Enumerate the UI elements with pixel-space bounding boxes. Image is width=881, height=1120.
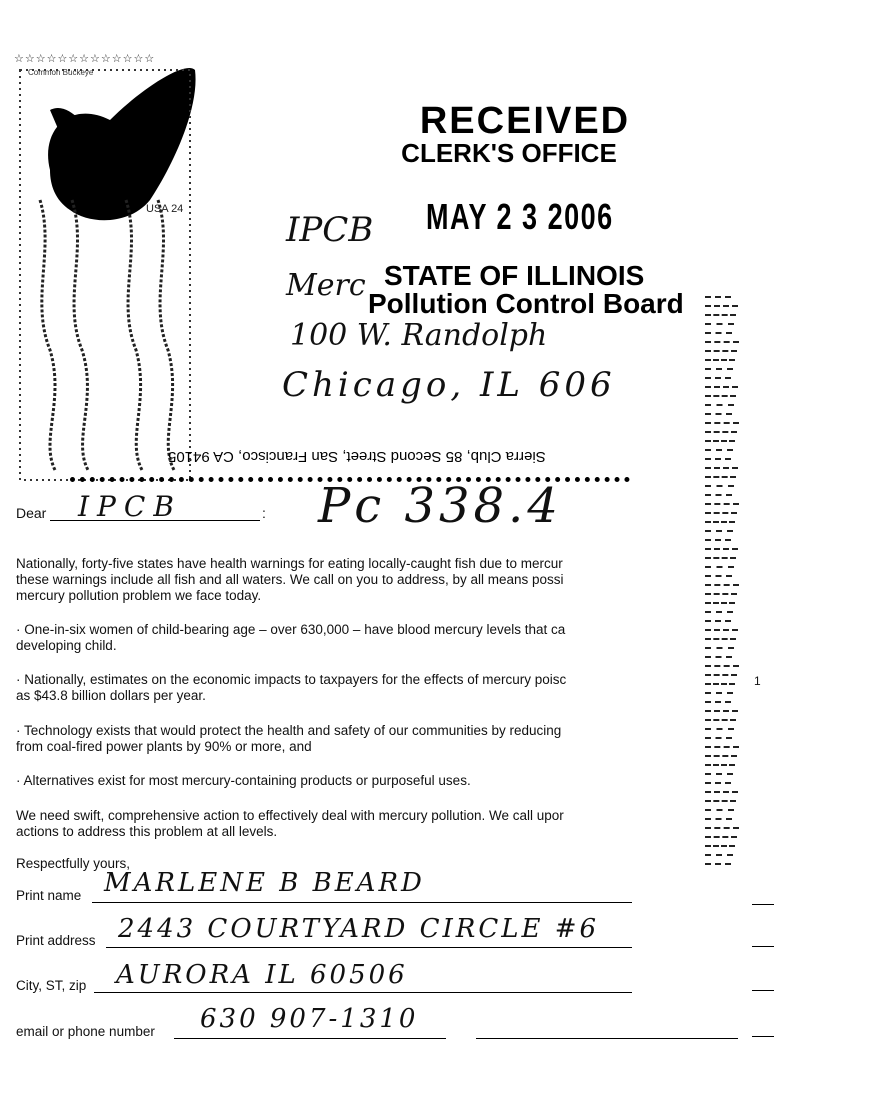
handwritten-address-line3: 100 W. Randolph xyxy=(290,318,548,353)
tick-row xyxy=(705,800,736,802)
docket-number: Pc 338.4 xyxy=(318,478,562,534)
tick-row xyxy=(705,737,732,739)
tick-row xyxy=(705,836,737,838)
dear-colon: : xyxy=(262,505,266,521)
tick-row xyxy=(705,746,739,748)
tick-row xyxy=(705,647,734,649)
tick-row xyxy=(705,602,735,604)
paragraph-line: · Technology exists that would protect the health and safety of our communities by reducing xyxy=(16,723,562,738)
tick-row xyxy=(705,413,732,415)
tick-row xyxy=(705,503,739,505)
tick-row xyxy=(705,440,735,442)
tick-row xyxy=(705,584,739,586)
tick-row xyxy=(705,557,736,559)
postage-stamp xyxy=(10,50,200,490)
tick-row xyxy=(705,656,732,658)
paragraph-line: · One-in-six women of child-bearing age – over 630,000 – have blood mercury levels that ca xyxy=(16,622,566,637)
tick-row xyxy=(705,431,737,433)
print-name-line[interactable] xyxy=(92,902,632,903)
margin-dash xyxy=(752,904,774,905)
tick-row xyxy=(705,350,737,352)
tick-row xyxy=(705,593,737,595)
city-line[interactable] xyxy=(94,992,632,993)
stamp-cancellation-graphic xyxy=(10,50,200,490)
paragraph-line: · Alternatives exist for most mercury-containing products or purposeful uses. xyxy=(16,773,471,788)
tick-row xyxy=(705,575,732,577)
tick-row xyxy=(705,377,731,379)
tick-row xyxy=(705,422,739,424)
return-address: Sierra Club, 85 Second Street, San Francisco, CA 94105 xyxy=(168,448,546,465)
print-address-value: 2443 COURTYARD CIRCLE #6 xyxy=(118,914,600,944)
margin-dash xyxy=(752,990,774,991)
handwritten-address-line4: Chicago, IL 606 xyxy=(282,365,616,405)
paragraph-line: these warnings include all fish and all waters. We call on you to address, by all means possi xyxy=(16,572,564,587)
paragraph-5 xyxy=(16,773,632,789)
tick-row xyxy=(705,548,738,550)
tick-row xyxy=(705,818,732,820)
paragraph-line: Nationally, forty-five states have health warnings for eating locally-caught fish due to mercur xyxy=(16,556,563,571)
city-label: City, ST, zip xyxy=(16,978,87,993)
tick-row xyxy=(705,674,737,676)
tick-row xyxy=(705,458,731,460)
tick-row xyxy=(705,755,737,757)
tick-row xyxy=(705,539,731,541)
stamp-denomination: USA 24 xyxy=(146,203,184,215)
margin-dash xyxy=(752,946,774,947)
tick-row xyxy=(705,449,733,451)
paragraph-6 xyxy=(16,808,632,840)
board-label: Pollution Control Board xyxy=(368,288,684,319)
tick-row xyxy=(705,530,733,532)
print-address-label: Print address xyxy=(16,933,96,948)
paragraph-line: developing child. xyxy=(16,638,117,653)
tick-row xyxy=(705,323,734,325)
tick-row xyxy=(705,665,739,667)
tick-row xyxy=(705,314,736,316)
tick-row xyxy=(705,395,736,397)
print-name-value: MARLENE B BEARD xyxy=(104,868,425,898)
tick-row xyxy=(705,692,733,694)
state-label: STATE OF ILLINOIS xyxy=(384,260,645,291)
tick-row xyxy=(705,368,733,370)
print-name-label: Print name xyxy=(16,888,82,903)
tick-row xyxy=(705,782,731,784)
tick-row xyxy=(705,764,735,766)
clerk-office-label: CLERK'S OFFICE xyxy=(401,138,617,168)
paragraph-2 xyxy=(16,622,632,654)
tick-row xyxy=(705,566,734,568)
tick-row xyxy=(705,809,734,811)
tick-row xyxy=(705,296,731,298)
paragraph-line: actions to address this problem at all levels. xyxy=(16,824,278,839)
tick-row xyxy=(705,845,735,847)
tick-row xyxy=(705,620,731,622)
tick-row xyxy=(705,494,732,496)
tick-row xyxy=(705,791,738,793)
paragraph-line: mercury pollution problem we face today. xyxy=(16,588,262,603)
stamp-perforation: ☆☆☆☆☆☆☆☆☆☆☆☆☆ xyxy=(14,53,156,65)
tick-row xyxy=(705,683,735,685)
tick-row xyxy=(705,854,733,856)
tick-row xyxy=(705,863,731,865)
tick-row xyxy=(705,773,733,775)
contact-line[interactable] xyxy=(174,1038,446,1039)
city-value: AURORA IL 60506 xyxy=(116,960,408,990)
tick-row xyxy=(705,476,736,478)
tick-row xyxy=(705,332,732,334)
tick-row xyxy=(705,359,735,361)
margin-dash xyxy=(752,1036,774,1037)
paragraph-line: as $43.8 billion dollars per year. xyxy=(16,688,206,703)
paragraph-line: We need swift, comprehensive action to effectively deal with mercury pollution. We call upor xyxy=(16,808,564,823)
stamp-caption: Common Buckeye xyxy=(28,68,94,77)
contact-label: email or phone number xyxy=(16,1024,155,1039)
tick-row xyxy=(705,638,736,640)
handwritten-address-line2: Merc xyxy=(286,268,366,303)
tick-row xyxy=(705,827,739,829)
tick-row xyxy=(705,710,738,712)
received-stamp-title: RECEIVED xyxy=(419,100,631,142)
tick-row xyxy=(705,521,735,523)
tick-row xyxy=(705,728,734,730)
tick-row xyxy=(705,485,734,487)
tick-row xyxy=(705,512,737,514)
tick-row xyxy=(705,629,738,631)
contact-line-2[interactable] xyxy=(476,1038,738,1039)
paragraph-line: · Nationally, estimates on the economic impacts to taxpayers for the effects of mercury poisc xyxy=(16,672,567,687)
tick-row xyxy=(705,719,736,721)
tick-mark-column xyxy=(705,296,745,876)
paragraph-3 xyxy=(16,672,632,704)
tick-row xyxy=(705,341,739,343)
tick-row xyxy=(705,386,738,388)
margin-mark: 1 xyxy=(754,674,761,688)
dear-label: Dear xyxy=(16,505,47,521)
handwritten-dear-name: IPCB xyxy=(78,490,182,523)
contact-value: 630 907-1310 xyxy=(200,1004,419,1034)
tick-row xyxy=(705,305,738,307)
paragraph-4 xyxy=(16,723,632,755)
tick-row xyxy=(705,467,738,469)
print-address-line[interactable] xyxy=(106,947,632,948)
tick-row xyxy=(705,611,733,613)
paragraph-1 xyxy=(16,556,632,604)
closing: Respectfully yours, xyxy=(16,856,131,871)
tick-row xyxy=(705,701,731,703)
tick-row xyxy=(705,404,734,406)
handwritten-recipient: IPCB xyxy=(286,210,374,250)
paragraph-line: from coal-fired power plants by 90% or more, and xyxy=(16,739,312,754)
received-date: MAY 2 3 2006 xyxy=(426,196,614,237)
